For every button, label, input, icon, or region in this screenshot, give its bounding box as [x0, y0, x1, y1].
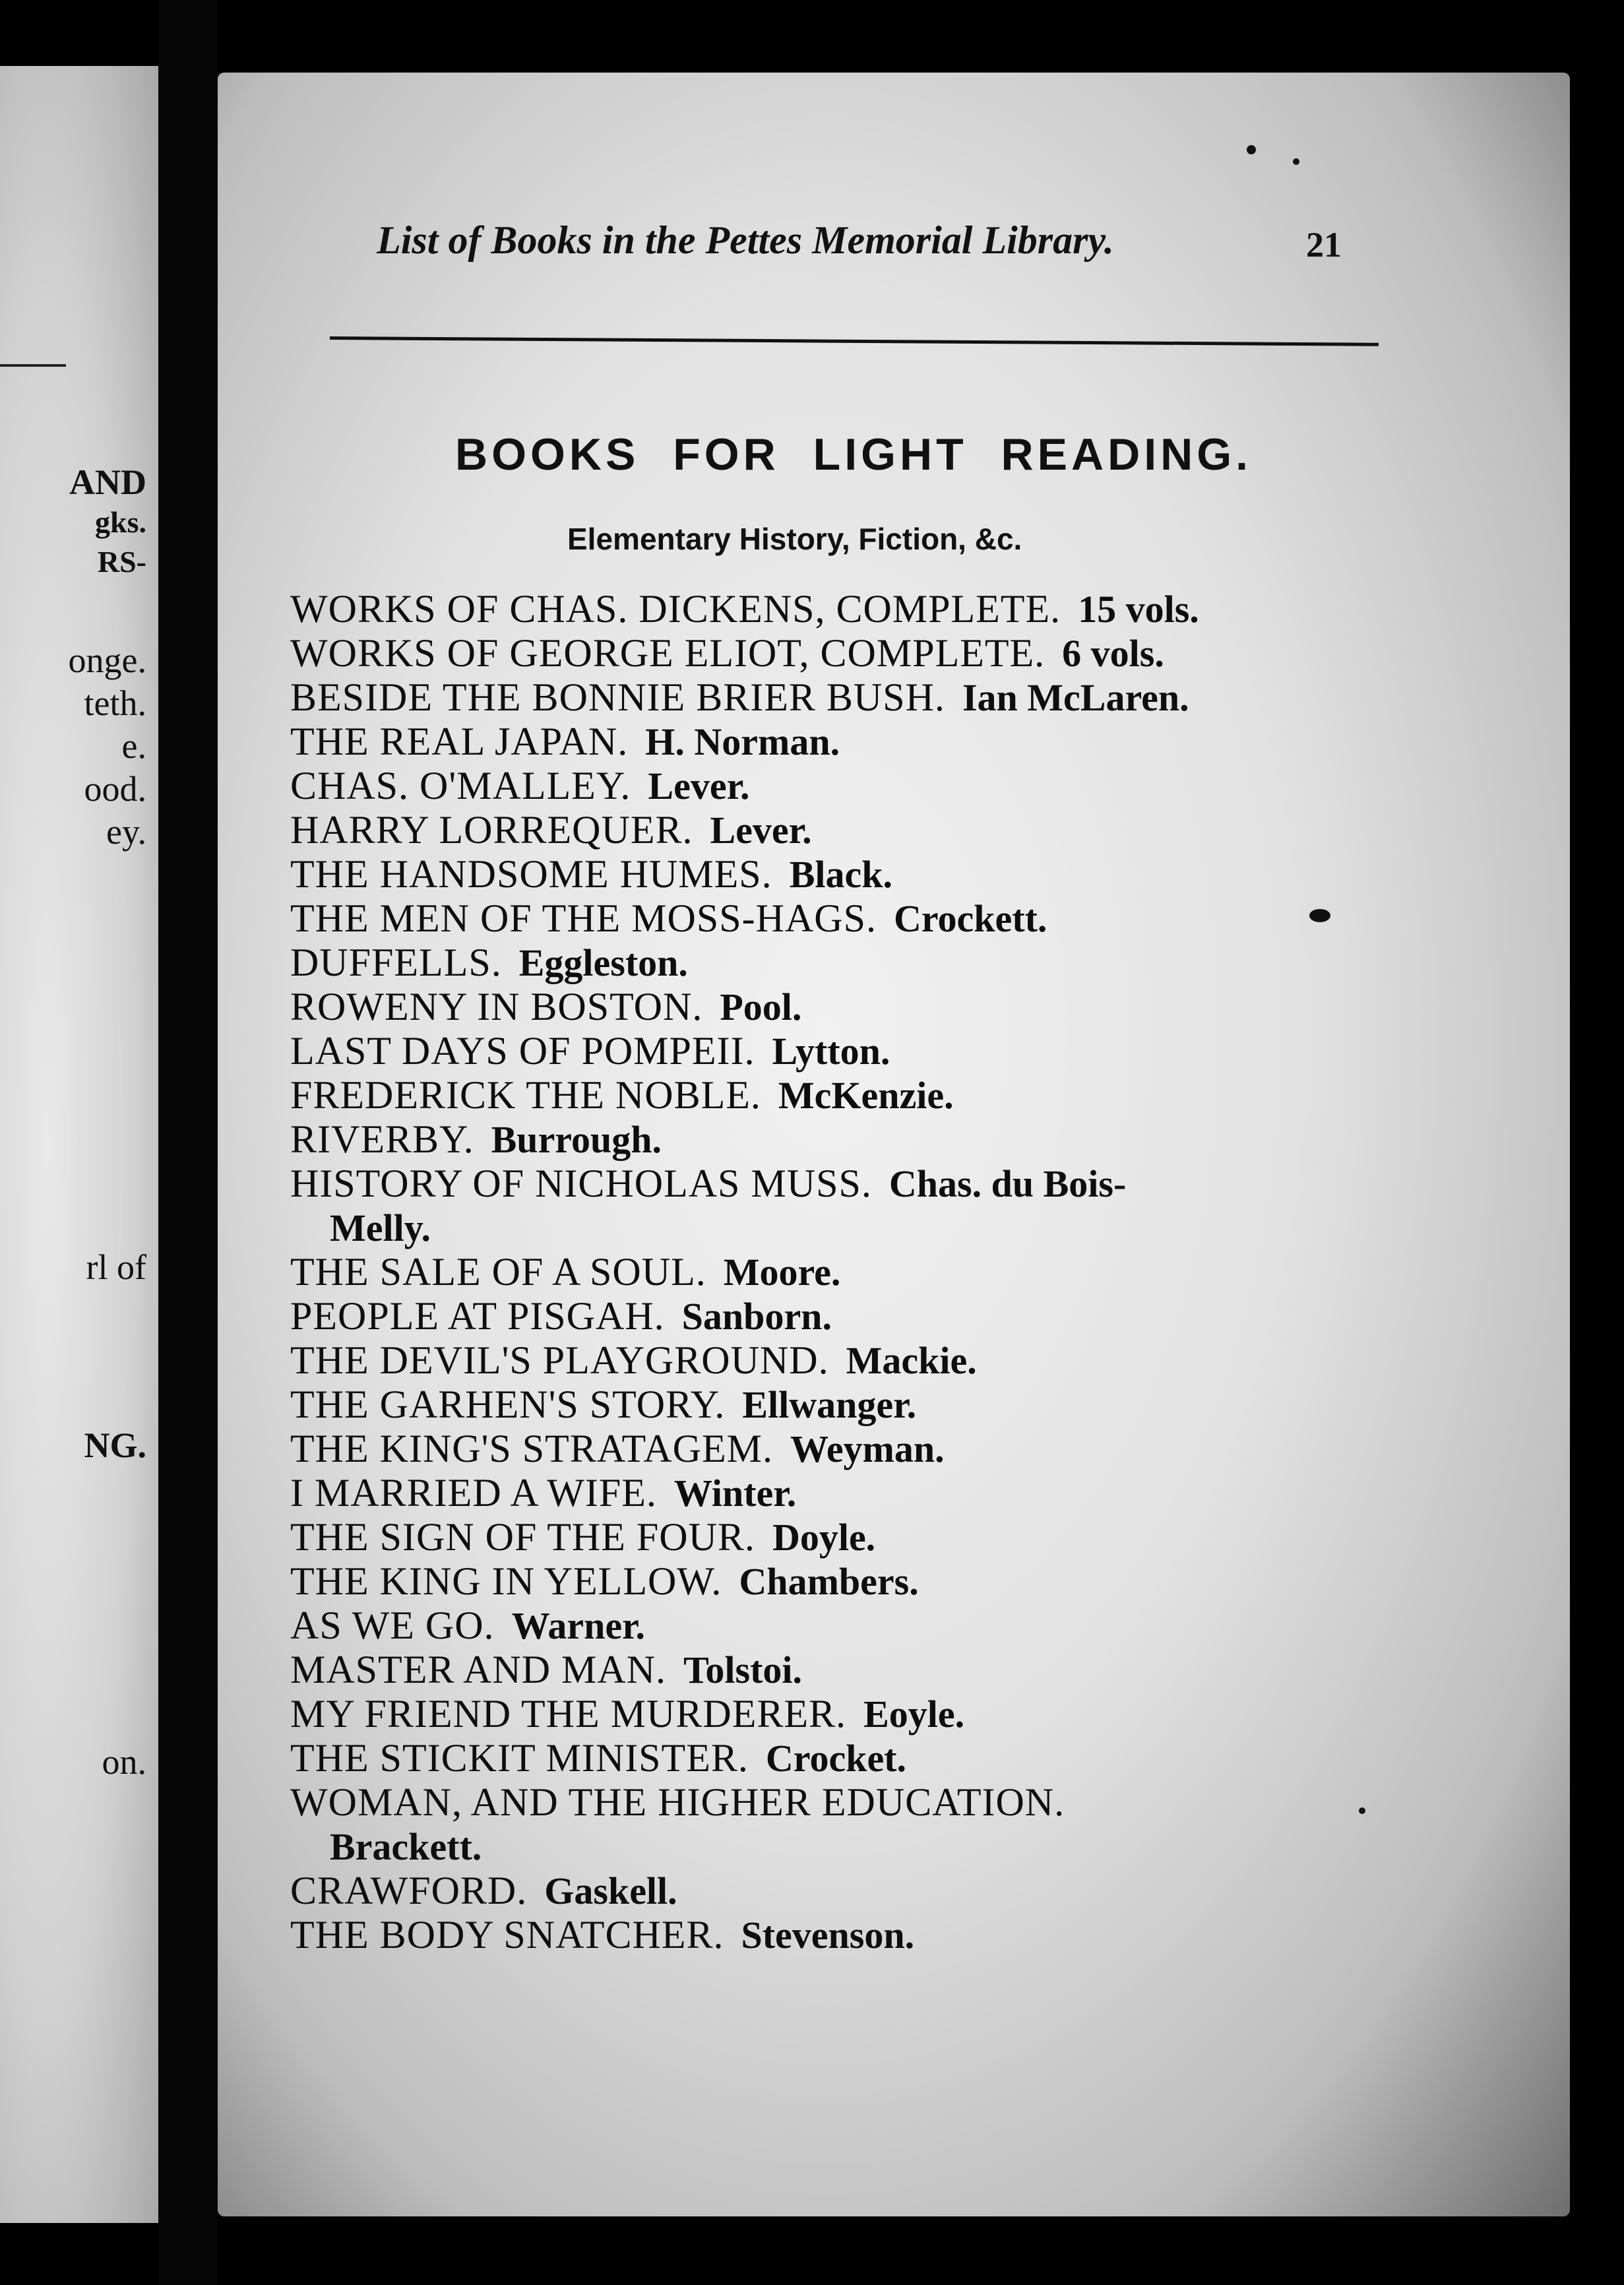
- book-entry: [290, 675, 1398, 720]
- book-entry: [290, 1780, 1398, 1869]
- book-author: 6 vols.: [1062, 632, 1164, 675]
- book-entry: [290, 1515, 1398, 1559]
- book-entry: [290, 1648, 1398, 1692]
- book-entry: [290, 808, 1398, 852]
- book-title: CHAS. O'MALLEY.: [290, 764, 631, 807]
- book-title: THE HANDSOME HUMES.: [290, 852, 772, 896]
- left-page-rule: [0, 364, 66, 367]
- book-title: FREDERICK THE NOBLE.: [290, 1073, 761, 1117]
- book-author: Chas. du Bois-: [889, 1162, 1127, 1205]
- book-author: Lever.: [648, 765, 750, 807]
- book-title: HARRY LORREQUER.: [290, 808, 693, 852]
- book-title: THE REAL JAPAN.: [290, 720, 629, 763]
- book-title: THE BODY SNATCHER.: [290, 1913, 724, 1956]
- book-title: MY FRIEND THE MURDERER.: [290, 1692, 847, 1736]
- book-title: THE MEN OF THE MOSS-HAGS.: [290, 896, 877, 940]
- book-entry: [290, 985, 1398, 1029]
- page-number: 21: [1306, 225, 1342, 265]
- book-title: LAST DAYS OF POMPEII.: [290, 1029, 755, 1073]
- scan-speck: [1359, 1807, 1365, 1814]
- book-title: DUFFELLS.: [290, 941, 502, 984]
- book-title: WOMAN, AND THE HIGHER EDUCATION.: [290, 1780, 1065, 1824]
- book-entry: [290, 1471, 1398, 1515]
- scan-speck: [1309, 909, 1330, 922]
- book-title: THE STICKIT MINISTER.: [290, 1736, 749, 1780]
- book-author: Doyle.: [772, 1516, 876, 1559]
- book-author: Eggleston.: [518, 941, 688, 984]
- book-entry: [290, 1736, 1398, 1780]
- left-fragment: ood.: [84, 769, 146, 809]
- book-author: Sanborn.: [681, 1295, 832, 1338]
- book-author: Stevenson.: [741, 1914, 915, 1956]
- book-entry: [290, 1869, 1398, 1913]
- book-entry: [290, 631, 1398, 675]
- book-title: AS WE GO.: [290, 1604, 495, 1647]
- book-entry: [290, 1250, 1398, 1294]
- scan-speck: [1247, 145, 1256, 154]
- book-entry: [290, 941, 1398, 985]
- book-author: Burrough.: [491, 1118, 662, 1161]
- book-author: Eoyle.: [863, 1693, 965, 1736]
- book-title: THE KING IN YELLOW.: [290, 1559, 722, 1603]
- book-entry: [290, 1692, 1398, 1736]
- book-title: RIVERBY.: [290, 1117, 474, 1161]
- book-entry: [290, 1117, 1398, 1162]
- left-fragment: onge.: [68, 641, 146, 680]
- book-entry: [290, 1383, 1398, 1427]
- book-entry: [290, 764, 1398, 808]
- book-entry: [290, 1162, 1398, 1250]
- book-gutter: [158, 0, 218, 2285]
- book-list: [290, 587, 1398, 1957]
- book-author: McKenzie.: [778, 1074, 954, 1117]
- book-author: Gaskell.: [544, 1869, 677, 1912]
- left-fragment: e.: [121, 726, 146, 766]
- book-title: THE KING'S STRATAGEM.: [290, 1427, 774, 1470]
- left-facing-page: [0, 66, 158, 2223]
- book-author: Tolstoi.: [683, 1648, 803, 1691]
- book-entry: [290, 1427, 1398, 1471]
- book-entry: [290, 852, 1398, 896]
- book-entry: [290, 720, 1398, 764]
- scan-speck: [1293, 158, 1299, 165]
- left-fragment: rl of: [86, 1247, 146, 1287]
- book-author: Chambers.: [739, 1560, 919, 1603]
- book-title: CRAWFORD.: [290, 1869, 528, 1912]
- book-entry: [290, 587, 1398, 631]
- left-fragment: ey.: [106, 812, 146, 852]
- book-title: BESIDE THE BONNIE BRIER BUSH.: [290, 675, 945, 719]
- book-entry: [290, 1913, 1398, 1957]
- book-title: HISTORY OF NICHOLAS MUSS.: [290, 1162, 872, 1205]
- book-title: THE GARHEN'S STORY.: [290, 1383, 726, 1426]
- book-author: Crocket.: [765, 1737, 906, 1780]
- book-author: Warner.: [511, 1604, 646, 1647]
- section-title: BOOKS FOR LIGHT READING.: [455, 429, 1252, 480]
- book-author: 15 vols.: [1078, 588, 1199, 631]
- book-author: Winter.: [673, 1472, 797, 1515]
- book-entry: [290, 1559, 1398, 1604]
- book-title: THE SALE OF A SOUL.: [290, 1250, 706, 1294]
- book-author: Mackie.: [846, 1339, 977, 1382]
- book-author: Lytton.: [772, 1030, 890, 1073]
- book-entry: [290, 896, 1398, 941]
- book-entry: [290, 1294, 1398, 1338]
- book-author-continued: Brackett.: [330, 1825, 482, 1868]
- book-title: MASTER AND MAN.: [290, 1648, 667, 1691]
- book-title: THE DEVIL'S PLAYGROUND.: [290, 1338, 829, 1382]
- left-fragment: NG.: [84, 1425, 146, 1465]
- book-author: Crockett.: [893, 897, 1047, 940]
- book-title: ROWENY IN BOSTON.: [290, 985, 703, 1028]
- book-author-continued: Melly.: [330, 1206, 431, 1249]
- left-fragment: gks.: [95, 505, 146, 539]
- book-title: WORKS OF GEORGE ELIOT, COMPLETE.: [290, 631, 1046, 675]
- book-entry: [290, 1029, 1398, 1073]
- section-subtitle: Elementary History, Fiction, &c.: [567, 522, 1022, 556]
- book-author: H. Norman.: [645, 720, 840, 763]
- left-fragment: RS-: [97, 545, 146, 579]
- book-title: WORKS OF CHAS. DICKENS, COMPLETE.: [290, 587, 1061, 631]
- book-entry: [290, 1604, 1398, 1648]
- book-author: Moore.: [723, 1251, 841, 1294]
- left-fragment: teth.: [84, 683, 146, 723]
- running-title: List of Books in the Pettes Memorial Library.: [377, 218, 1114, 262]
- book-author: Pool.: [720, 986, 802, 1028]
- book-author: Ellwanger.: [742, 1383, 917, 1426]
- book-title: I MARRIED A WIFE.: [290, 1471, 657, 1515]
- book-title: PEOPLE AT PISGAH.: [290, 1294, 665, 1338]
- left-fragment: on.: [102, 1742, 146, 1782]
- book-author: Lever.: [710, 809, 812, 852]
- book-author: Ian McLaren.: [962, 676, 1189, 719]
- book-author: Black.: [789, 853, 892, 896]
- book-entry: [290, 1073, 1398, 1117]
- book-title: THE SIGN OF THE FOUR.: [290, 1515, 755, 1559]
- left-fragment: AND: [69, 462, 146, 502]
- book-entry: [290, 1338, 1398, 1383]
- book-author: Weyman.: [790, 1427, 945, 1470]
